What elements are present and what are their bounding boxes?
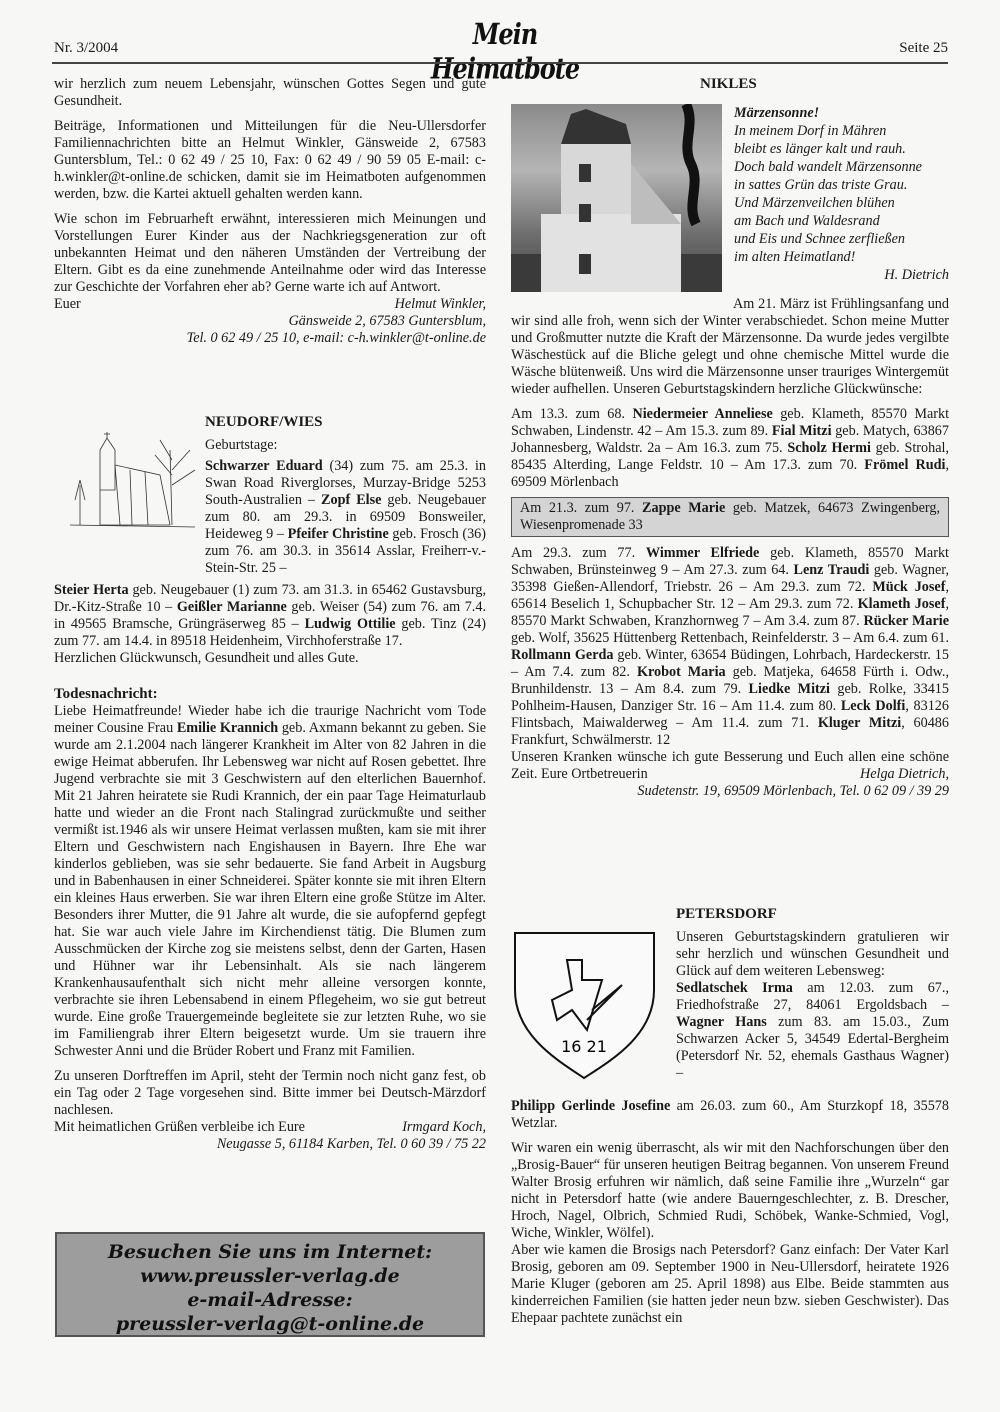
birthday-list-2: Am 29.3. zum 77. Wimmer Elfriede geb. Klameth, 85570 Markt Schwaben, Brünsteinweg 9 – Am 27.3. zum 64. Lenz Traudi geb. Wagner, 35398 Gießen-Allendorf, Triebstr. 26 – Am 29.3. zum 72. Mück Josef, 65614 Beselich 1, Schupbacher Str. 12 – Am 29.3. zum 72. Klameth Josef, 85570 Markt Schwaben, Kranzhornweg 7 – Am 3.4. zum 87. Rücker Marie geb. Wolf, 35625 Hüttenberg Rettenbach, Reinfelderstr. 3 – Am 6.4. zum 61. Rollmann Gerda geb. Winter, 63654 Büdingen, Lohrbach, Hardeckerstr. 15 – Am 7.4. zum 82. Krobot Maria geb. Matjeka, 64658 Fürth i. Odw., Brunhildenstr. 13 – Am 8.4. zum 79. Liedke Mitzi geb. Rolke, 33415 Pohlheim-Hausen, Danziger Str. 16 – Am 11.4. zum 80. Leck Dolfi, 83126 Flintsbach, Maiwalderweg – Am 11.4. zum 71. Kluger Mitzi, 60486 Frankfurt, Schwälmerstr. 12 [511,545,950,748]
email-link[interactable]: preussler-verlag@t-online.de [115,1313,425,1335]
highlighted-birthday-box: Am 21.3. zum 97. Zappe Marie geb. Matzek, 64673 Zwingenberg, Wiesenpromenade 33 [511,497,949,537]
nikles-body [511,296,949,800]
petersdorf-section: PETERSDORF Unseren Geburtstagskindern gratulieren wir sehr herzlich und wünschen Gesundheit und Glück auf dem weiteren Lebensweg: Sedlatschek Irma am 12.03. zum 67., Friedhofstraße 27, 84061 Ergoldsbach – Wagner Hans zum 83. am 15.03., Zum Schwarzen Acker 5, 34549 Edertal-Bergheim (Petersdorf Nr. 52, ehemals Gasthaus Wagner) – [676,906,949,1081]
birthday-name: Philipp Gerlinde Josefine [511,1098,671,1114]
petersdorf-coat-of-arms-icon [512,930,657,1080]
website-link[interactable]: www.preussler-verlag.de [140,1265,400,1287]
poem-title: Märzensonne! [734,105,820,121]
get-well-address: Sudetenstr. 19, 69509 Mörlenbach, Tel. 0 62 09 / 39 29 [637,783,949,799]
neudorf-birthdays: Schwarzer Eduard (34) zum 75. am 25.3. in Swan Road Riverglorses, Murzay-Bridge 5253 South-Australien – Zopf Else geb. Neugebauer zum 80. am 29.3. in 69509 Bonsweiler, Heideweg 9 – Pfeifer Christine geb. Frosch (36) zum 76. am 30.3. in 35614 Asslar, Freiherr-v.-Stein-Str. 25 – [205,458,486,576]
brosig-paragraph-2: Aber wie kamen die Brosigs nach Petersdorf? Ganz einfach: Der Vater Karl Brosig, geboren am 09. September 1900 in Neu-Ullersdorf, heiratete 1926 Marie Kluger (geboren am 25. April 1898) aus Elbe. Beide stammten aus kinderreichen Familien (sie hatten jeder neun bzw. sieben Geschwister). Das Ehepaar pachtete zunächst ein [511,1242,949,1326]
header-rule [52,62,948,64]
birthday-list-1: Am 13.3. zum 68. Niedermeier Anneliese geb. Klameth, 85570 Markt Schwaben, Lindenstr. 42 – Am 15.3. zum 89. Fial Mitzi geb. Matych, 63867 Johannesberg, Waldstr. 2a – Am 16.3. zum 75. Scholz Hermi geb. Strohal, 85435 Alterding, Lange Feldstr. 10 – Am 17.3. zum 70. Frömel Rudi, 69509 Mörlenbach [511,406,950,490]
obituary-section: Todesnachricht: Liebe Heimatfreunde! Wieder habe ich die traurige Nachricht vom Tode meiner Cousine Frau Emilie Krannich geb. Axmann bekannt zu geben. Sie wurde am 2.1.2004 nach längerer Krankheit im Alter von 82 Jahren in die ewige Heimat abberufen. Ihr Lebensweg war nicht auf Rosen gebettet. Ihre Jugend verbrachte sie mit 3 Geschwistern auf den elterlichen Bauernhof. Mit 21 Jahren heiratete sie Rudi Krannich, der ein paar Tage Heimaturlaub hatte und wieder an die Front nach Stalingrad zurückmußte und seither vermißt ist.1946 als wir unsere Heimat verlassen mußten, kam sie mit ihrer Eltern und Geschwistern nach Engishausen in Bayern. Ihre Ehe war kinderlos geblieben, was sie sehr bedauerte. Sie fand Arbeit in Augsburg und in Babenhausen in einer Schneiderei. Später konnte sie mit ihren Eltern ein kleines Haus erwerben. Sie war ihren Eltern eine große Stütze im Alter. Besonders ihrer Mutter, die 91 Jahre alt wurde, die sie aufopfernd gepfegt hat. Sie war auch viele Jahre im Kirchendienst tätig. Die Blumen zum Ausschmücken der Kirche zog sie meistens selbst, denn der Garten, Hasen und Hühner war ihr Lebensinhalt. Als sie nach längerem Krankenhausaufenthalt sich nicht mehr alleine versorgen konnte, verbrachte sie ihren Lebensabend in einem Pflegeheim, wo sie gut betreut wurde. Eine große Trauergemeinde begleitete sie zur letzten Ruhe, wo sie im Familiengrab ihrer Eltern beigesetzt wurde. Um sie trauern ihre Schwester Anni und die Brüder Robert und Franz mit Familien. Zu unseren Dorftreffen im April, steht der Termin noch nicht ganz fest, ob ein Tag oder 2 Tage vorgesehen sind. Bitte immer bei Deutsch-Märzdorf nachlesen. Mit heimatlichen Grüßen verbleibe ich Eure Irmgard Koch, Neugasse 5, 61184 Karben, Tel. 0 60 39 / 75 22 [54,686,486,1152]
signature-row [54,296,486,313]
meeting-paragraph: Zu unseren Dorftreffen im April, steht der Termin noch nicht ganz fest, ob ein Tag oder 2 Tage vorgesehen sind. Bitte immer bei Deutsch-Märzdorf nachlesen. [54,1068,486,1118]
signature-name: Helmut Winkler, [394,296,486,312]
birthday-name: Zopf Else [321,492,382,508]
poem-line: in sattes Grün das triste Grau. [734,177,908,193]
poem-line: bleibt es länger kalt und rauh. [734,141,906,157]
birthday-name: Schwarzer Eduard [205,458,323,474]
nikles-heading: NIKLES [700,76,757,92]
birthday-name: Steier Herta [54,582,129,598]
neudorf-heading: NEUDORF/WIES [205,414,323,430]
birthday-name: Geißler Marianne [176,599,287,615]
website-ad-box: Besuchen Sie uns im Internet: www.preussler-verlag.de e-mail-Adresse: preussler-verlag@t-online.de [55,1232,485,1337]
birthday-name: Ludwig Ottilie [304,616,396,632]
birthdays-label: Geburtstage: [205,437,278,453]
poem-line: und Eis und Schnee zerfließen [734,231,905,247]
contribution-paragraph: Beiträge, Informationen und Mitteilungen für die Neu-Ullersdorfer Familiennachrichten bitte an Helmut Winkler, Gänsweide 2, 67583 Guntersblum, Tel.: 0 62 49 / 25 10, Fax: 0 62 49 / 90 59 05 E-mail: c-h.winkler@t-online.de schicken, damit sie im Heimatboten aufgenommen werden, bzw. die Kartei aktuell gehalten werden kann. [54,118,486,202]
birthday-name: Scholz Hermi [787,440,871,456]
neudorf-birthdays-cont: Steier Herta geb. Neugebauer (1) zum 73. am 31.3. in 65462 Gustavsburg, Dr.-Kitz-Straße 10 – Geißler Marianne geb. Weiser (54) zum 76. am 7.4. in 49565 Bramsche, Grüngräserweg 85 – Ludwig Ottilie geb. Tinz (24) zum 77. am 14.4. in 89518 Heidenheim, Virchhoferstraße 17. Herzlichen Glückwunsch, Gesundheit und alles Gute. [54,582,487,666]
poem-line: In meinem Dorf in Mähren [734,123,887,139]
neudorf-closing: Herzlichen Glückwunsch, Gesundheit und alles Gute. [54,650,359,666]
signature-address: Gänsweide 2, 67583 Guntersblum, [288,313,486,329]
masthead-logo: Mein Heimatbote [430,16,580,86]
petersdorf-intro: Unseren Geburtstagskindern gratulieren wir sehr herzlich und wünschen Gesundheit und Glück auf dem weiteren Lebensweg: [676,929,949,979]
greeting-name: Irmgard Koch, [402,1119,486,1135]
obituary-heading: Todesnachricht: [54,686,158,702]
greeting-address: Neugasse 5, 61184 Karben, Tel. 0 60 39 / 75 22 [216,1136,486,1152]
left-column [54,76,486,347]
birthday-name: Zappe Marie [642,500,726,516]
poem-line: am Bach und Waldesrand [734,213,880,229]
poem [734,104,949,284]
birthday-name: Wagner Hans [676,1014,767,1030]
poem-line: im alten Heimatland! [734,249,856,265]
poem-line: Doch bald wandelt Märzensonne [734,159,922,175]
shield-year: 16 21 [561,1037,607,1056]
poem-author: H. Dietrich [884,267,949,283]
intro-paragraph: wir herzlich zum neuem Lebensjahr, wünschen Gottes Segen und gute Gesundheit. [54,76,486,109]
spring-paragraph: Am 21. März ist Frühlingsanfang und wir sind alle froh, wenn sich der Winter verabschiedet. Schon meine Mutter und Großmutter nutzte die Kraft der Märzensonne. Da wurde jedes vergilbte Wäschestück auf die Bliche gelegt und ohne chemische Mittel wurde die Wäsche blütenweiß. Uns wird die Märzensonne unser trauriges Wintergemüt wieder aufhellen. Unseren Geburtstagskindern herzliche Glückwünsche: [511,296,949,397]
birthday-name: Fial Mitzi [771,423,832,439]
neudorf-section [205,414,486,454]
greeting-row: Mit heimatlichen Grüßen verbleibe ich Eure Irmgard Koch, [54,1119,486,1135]
birthday-name: Frömel Rudi [864,457,946,473]
poem-line: Und Märzenveilchen blühen [734,195,895,211]
birthday-name: Pfeifer Christine [287,526,389,542]
birthday-name: Niedermeier Anneliese [632,406,773,422]
issue-number: Nr. 3/2004 [54,40,119,56]
church-photo-image [511,104,722,292]
get-well-signature: Helga Dietrich, [859,766,949,782]
signature-euer: Euer [54,296,81,312]
signature-contact: Tel. 0 62 49 / 25 10, e-mail: c-h.winkler@t-online.de [186,330,486,346]
deceased-name: Emilie Krannich [176,720,279,736]
request-paragraph: Wie schon im Februarheft erwähnt, interessieren mich Meinungen und Vorstellungen Eurer Kinder aus der Nachkriegsgeneration zur oft unbekannten Heimat und den näheren Umständen der Vertreibung der Eltern. Gibt es da eine zunehmende Anteilnahme oder wird das Interesse zur Geschichte der Vorfahren eher ab? Gerne warte ich auf Antwort. [54,211,486,295]
get-well-text: Unseren Kranken wünsche ich gute Besserung und Euch allen eine schöne Zeit. Eure Ortbetreuerin Helga Dietrich, [511,749,949,782]
petersdorf-body: Philipp Gerlinde Josefine am 26.03. zum 60., Am Sturzkopf 18, 35578 Wetzlar. Wir waren ein wenig überrascht, als wir mit den Nachforschungen über den „Brosig-Bauer“ für unseren heutigen Beitrag begannen. Von unserem Freund Walter Brosig erfuhren wir nämlich, daß seine Familie ihre „Wurzeln“ gar nicht in Petersdorf hatte (wie andere Bauerngeschlechter, z. B. Drescher, Hroch, Nagel, Olbrich, Schmied Rudi, Schöbek, Wanke-Schmied, Vogl, Wiche, Winkler, Wölfel). Aber wie kamen die Brosigs nach Petersdorf? Ganz einfach: Der Vater Karl Brosig, geboren am 09. September 1900 in Neu-Ullersdorf, heiratete 1926 Marie Kluger (geboren am 25. April 1898) aus Elbe. Beide stammten aus kinderreichen Familien (sie hatten jeder neun bzw. sieben Geschwister). Das Ehepaar pachtete zunächst ein [511,1098,949,1326]
page-number: Seite 25 [899,40,948,56]
brosig-paragraph-1: Wir waren ein wenig überrascht, als wir mit den Nachforschungen über den „Brosig-Bauer“ für unseren heutigen Beitrag begannen. Von unserem Freund Walter Brosig erfuhren wir nämlich, daß seine Familie ihre „Wurzeln“ gar nicht in Petersdorf hatte (wie andere Bauerngeschlechter, z. B. Drescher, Hroch, Nagel, Olbrich, Schmied Rudi, Schöbek, Wanke-Schmied, Vogl, Wiche, Winkler, Wölfel). [511,1140,949,1241]
petersdorf-heading: PETERSDORF [676,906,777,922]
birthday-name: Sedlatschek Irma [676,980,793,996]
church-photo [511,104,722,292]
